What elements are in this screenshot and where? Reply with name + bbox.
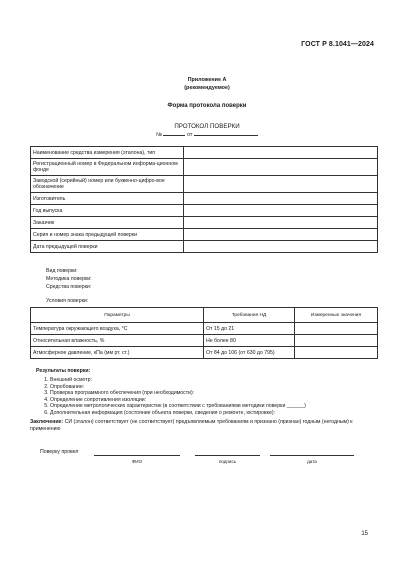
appendix-title: Приложение А [187,77,227,83]
table-row [31,205,378,217]
table-cell: Атмосферное давление, кПа (мм рт. ст.) [31,347,204,359]
column-header: Параметры [31,308,204,323]
column-header: Измеренные значения [295,308,378,323]
table-cell [184,176,378,193]
table-cell: Дата предыдущей поверки [31,241,184,253]
table-cell [184,217,378,229]
results-list [40,377,390,417]
table-cell [295,347,378,359]
verification-method: Методика поверки: [46,276,92,282]
document-code: ГОСТ Р 8.1041—2024 [301,41,374,48]
date-prefix: от [186,132,193,138]
table-cell: Относительная влажность, % [31,335,204,347]
protocol-title: ПРОТОКОЛ ПОВЕРКИ [174,123,240,130]
table-row [31,217,378,229]
table-cell: Наименование средства измерения (эталона), тип [31,147,184,159]
list-item: 2. Опробование: [50,384,390,391]
table-cell: Изготовитель [31,193,184,205]
column-header: Требования НД [204,308,295,323]
list-item: 1. Внешний осмотр: [50,377,390,384]
table-row [31,241,378,253]
date-blank [194,135,258,136]
fio-line [94,455,180,456]
table-row [31,347,378,359]
table-cell: Серия и номер знака предыдущей поверки [31,229,184,241]
date-line [270,455,354,456]
table-row [31,159,378,176]
page-number: 15 [361,531,368,537]
sign-line [195,455,260,456]
table-cell: Заводской (серийный) номер или буквенно-цифро-вое обозначение [31,176,184,193]
conclusion-label: Заключение: [30,419,64,425]
table-cell [184,193,378,205]
fio-caption: ФИО [131,459,143,464]
table-row [31,193,378,205]
results-title: Результаты поверки: [36,368,91,374]
conclusion [30,419,378,432]
table-cell: Заказчик [31,217,184,229]
list-item: 4. Определение сопротивления изоляции: [50,397,390,404]
verification-means: Средства поверки: [46,284,92,290]
table-cell [184,147,378,159]
table-row [31,147,378,159]
table-cell: Не более 80 [204,335,295,347]
conditions-title: Условия поверки: [46,298,89,304]
table-cell: От 84 до 106 (от 630 до 795) [204,347,295,359]
table-cell: От 15 до 21 [204,323,295,335]
list-item: 6. Дополнительная информация (состояние объекта поверки, сведения о ремонте, юстировке): [50,410,390,417]
device-info-table [30,146,378,253]
table-cell: Регистрационный номер в Федеральном информа-ционном фонде [31,159,184,176]
conditions-table [30,307,378,359]
table-cell [184,205,378,217]
list-item: 3. Проверка программного обеспечения (при необходимости): [50,390,390,397]
table-cell [295,335,378,347]
table-cell [184,159,378,176]
appendix-subtitle: (рекомендуемое) [184,85,230,91]
number-blank [163,135,185,136]
table-row [31,335,378,347]
protocol-number-line [0,132,414,138]
sign-caption: подпись [218,459,237,464]
number-prefix: № [156,132,162,138]
table-cell [184,229,378,241]
signature-label: Поверку провел [40,449,79,455]
table-row [31,229,378,241]
conclusion-text: СИ (эталон) соответствует (не соответствует) предъявляемым требованиям и признано (признан) годным (негодным) к применению [30,419,353,432]
list-item: 5. Определение метрологических характеристик (в соответствии с требованиями методики поверки ______) [50,403,390,410]
form-title: Форма протокола поверки [167,103,247,109]
table-row [31,176,378,193]
table-header-row [31,308,378,323]
table-cell: Год выпуска [31,205,184,217]
table-cell [184,241,378,253]
verification-type: Вид поверки: [46,268,78,274]
table-cell [295,323,378,335]
date-caption: дата [307,459,317,464]
table-row [31,323,378,335]
table-cell: Температура окружающего воздуха, °С [31,323,204,335]
